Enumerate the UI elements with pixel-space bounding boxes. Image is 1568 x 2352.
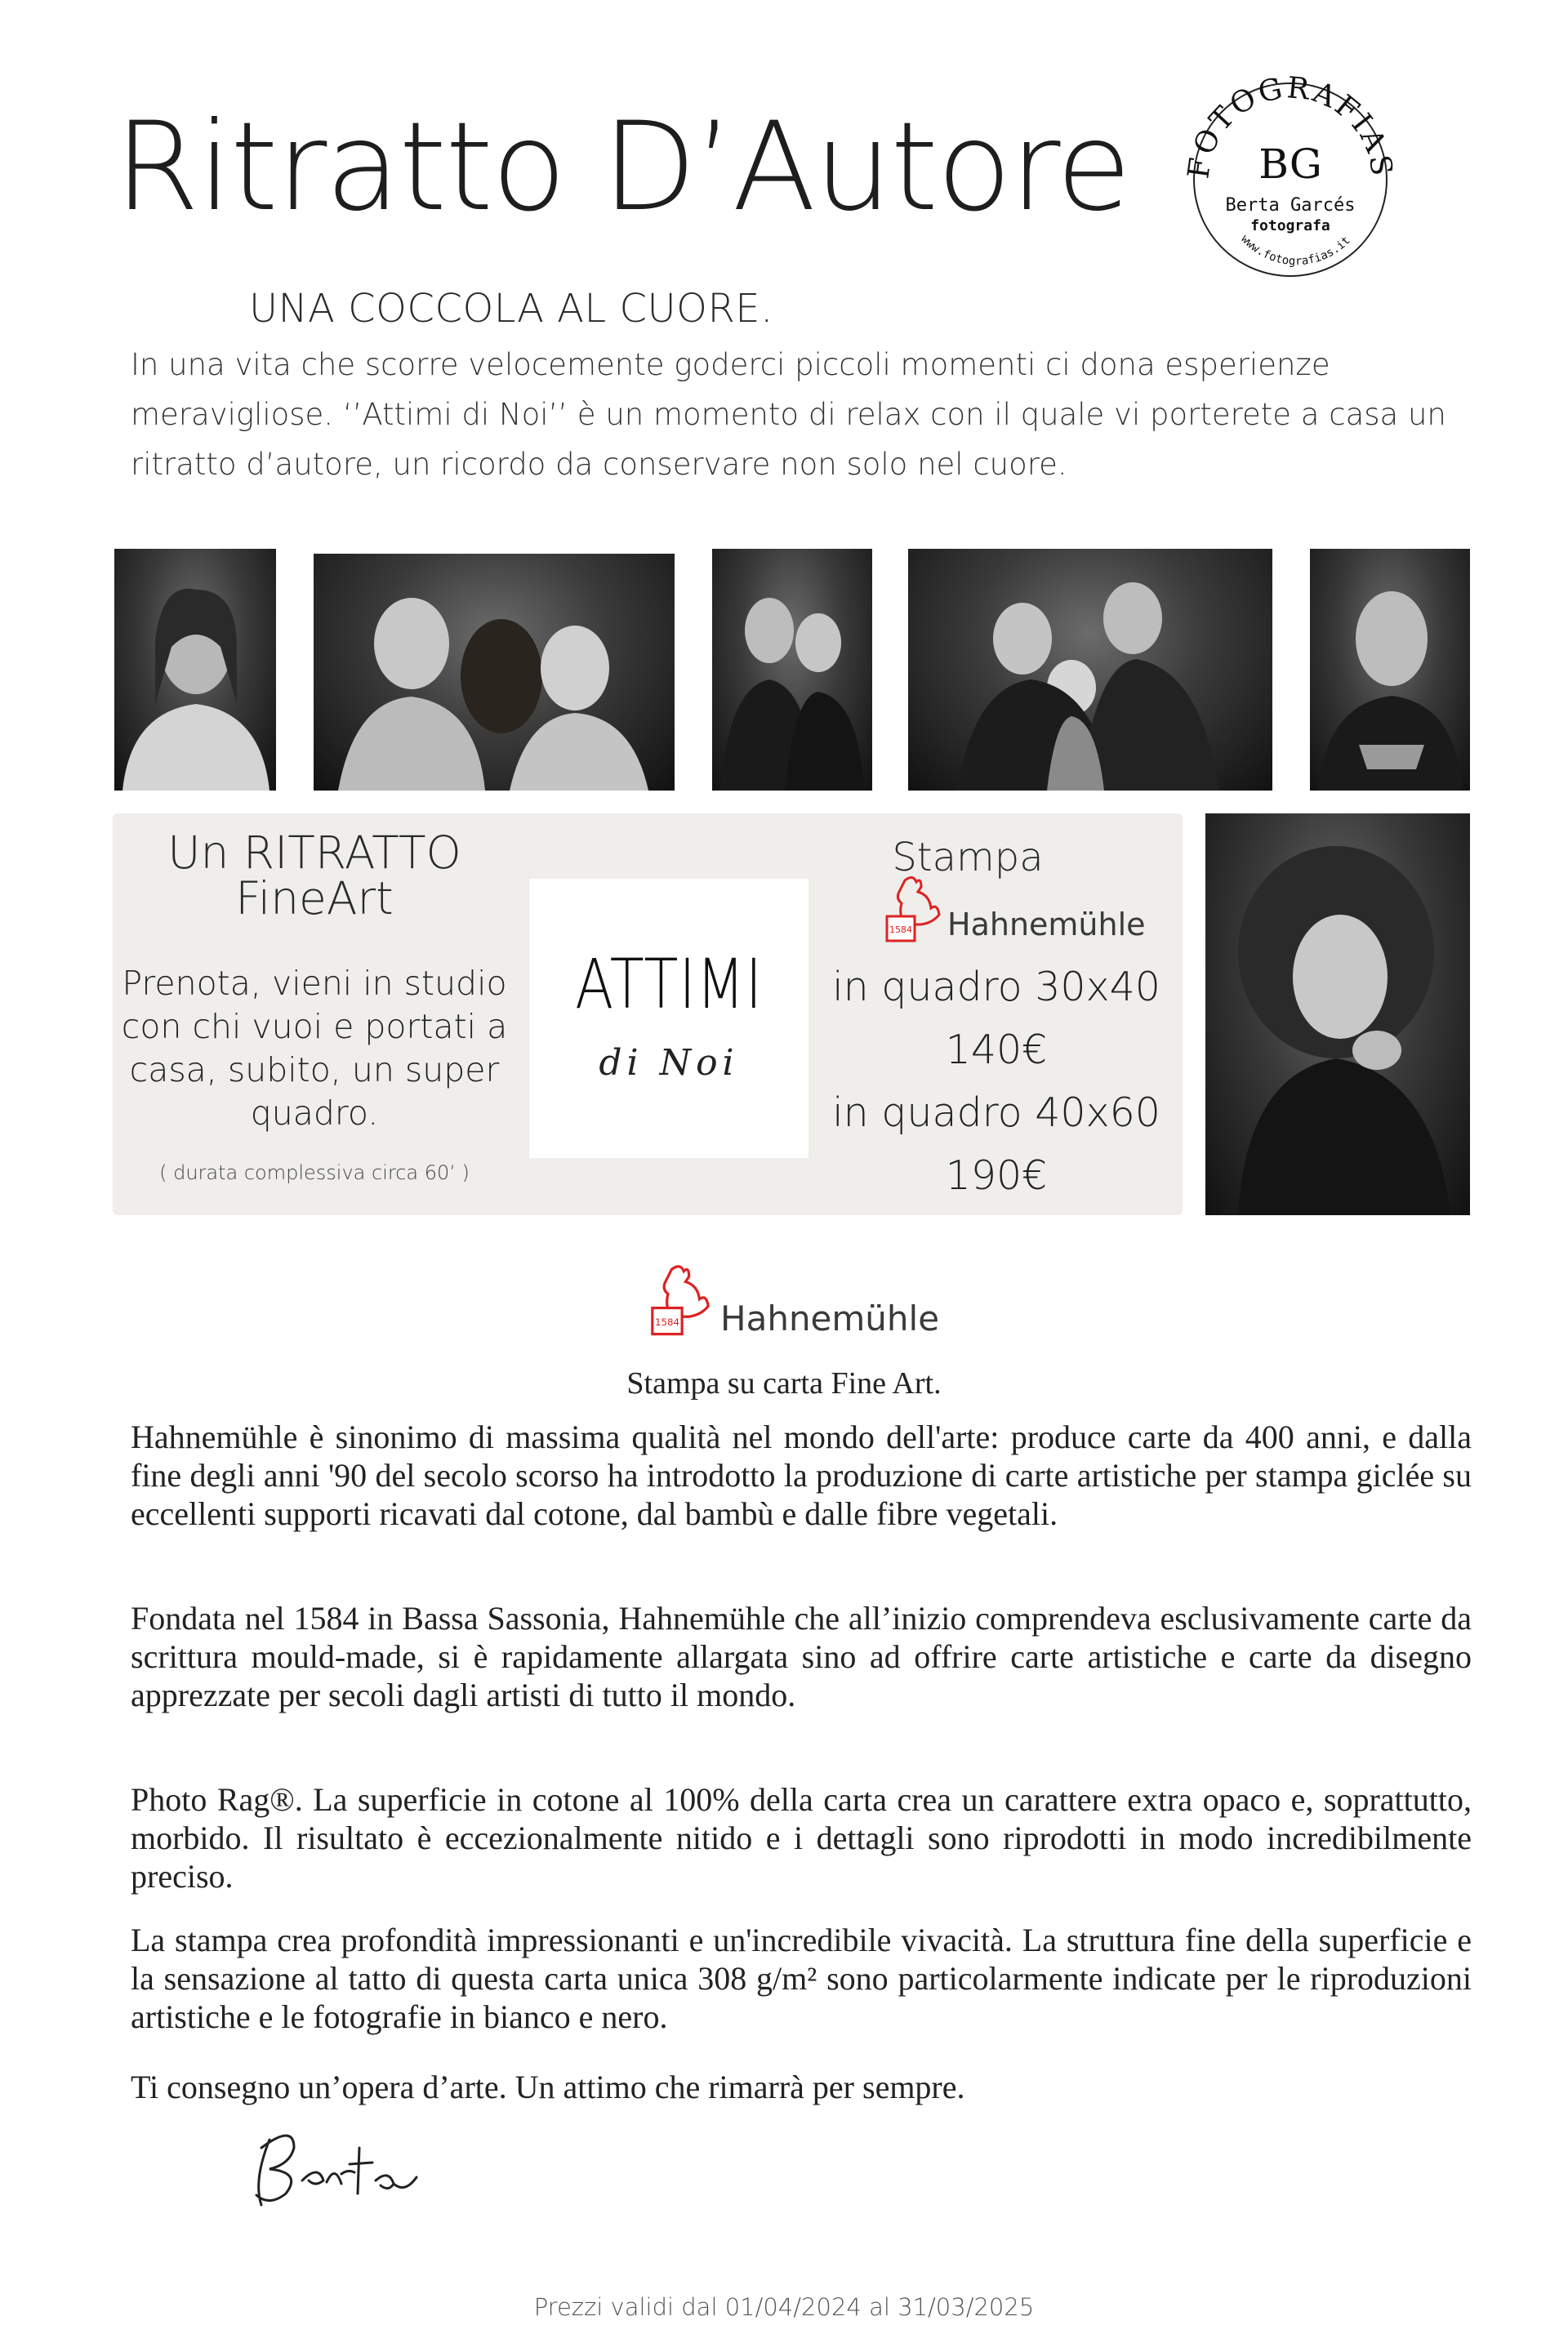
- brand-year: 1584: [655, 1316, 679, 1328]
- offer-heading: [122, 826, 506, 924]
- price-validity-note: Prezzi validi dal 01/04/2024 al 31/03/2025: [533, 2293, 1035, 2321]
- page-title: Ritratto D’Autore: [114, 96, 1130, 238]
- offer-heading-line1: Un RITRATTO: [167, 826, 461, 879]
- price-40x60: 190€: [945, 1152, 1048, 1199]
- option-30x40: in quadro 30x40: [832, 964, 1160, 1010]
- price-30x40: 140€: [945, 1027, 1048, 1073]
- girl-curly-hair-photo: [1205, 813, 1470, 1215]
- print-label: Stampa: [892, 835, 1044, 880]
- badge-main-text: ATTIMI: [575, 944, 763, 1024]
- brand-name: Hahnemühle: [947, 906, 1146, 942]
- man-portrait-photo: [1310, 549, 1470, 791]
- paragraph-photo-rag: Photo Rag®. La superficie in cotone al 100% della carta crea un carattere extra opaco e, soprattutto, morbido. Il risultato è eccezionalmente nitido e i dettagli sono riprodotti in modo incredibilmente preciso.: [131, 1781, 1472, 1895]
- intro-subtitle: UNA COCCOLA AL CUORE.: [249, 286, 773, 332]
- intro-paragraph: In una vita che scorre velocemente goderci piccoli momenti ci dona esperienze meravigliose. ‘’Attimi di Noi’’ è un momento di relax con il quale vi porterete a casa un ritratto d’autore, un ricordo da conservare non solo nel cuore.: [131, 347, 1446, 482]
- price-list: [808, 956, 1184, 1207]
- fine-art-caption: Stampa su carta Fine Art.: [626, 1366, 942, 1401]
- logo-arc-text: FOTOGRAFIAS: [1182, 71, 1399, 181]
- brand-year: 1584: [889, 924, 912, 935]
- closing-line: Ti consegno un’opera d’arte. Un attimo che rimarrà per sempre.: [131, 2069, 965, 2105]
- badge-sub-text: di Noi: [599, 1042, 739, 1084]
- couple-portrait-photo: [712, 549, 872, 791]
- family-portrait-photo: [908, 549, 1272, 791]
- paragraph-quality: Hahnemühle è sinonimo di massima qualità nel mondo dell'arte: produce carte da 400 anni, e dalla fine degli anni '90 del secolo scorso ha introdotto la produzione di carte artistiche per stampa giclée su eccellenti supporti ricavati dal cotone, dal bambù e dalle fibre vegetali.: [131, 1419, 1472, 1532]
- portrait-woman-photo: [114, 549, 276, 791]
- duration-note: ( durata complessiva circa 60’ ): [159, 1161, 470, 1184]
- attimi-di-noi-badge: [529, 879, 808, 1158]
- couple-with-dog-photo: [314, 554, 675, 791]
- rooster-icon: [880, 874, 946, 946]
- paragraph-history: Fondata nel 1584 in Bassa Sassonia, Hahnemühle che all’inizio comprendeva esclusivamente carte da scrittura mould-made, si è rapidamente allargata sino ad offrire carte artistiche e carte da disegno apprezzate per secoli dagli artisti di tutto il mondo.: [131, 1600, 1472, 1713]
- logo-monogram: BG: [1258, 140, 1322, 188]
- offer-heading-line2: FineArt: [235, 872, 394, 924]
- logo-name: Berta Garcés: [1225, 195, 1356, 216]
- logo-role: fotografa: [1250, 217, 1330, 234]
- signature: [245, 2115, 433, 2213]
- fotografias-logo: [1176, 65, 1405, 294]
- brand-name: Hahnemühle: [720, 1298, 940, 1339]
- svg-text:www.fotografias.it: [1238, 233, 1352, 269]
- rooster-icon: [645, 1263, 715, 1339]
- paragraph-print-depth: La stampa crea profondità impressionanti e un'incredibile vivacità. La struttura fine della superficie e la sensazione al tatto di questa carta unica 308 g/m² sono particolarmente indicate per le riproduzioni artistiche e le fotografie in bianco e nero.: [131, 1922, 1472, 2035]
- offer-description: Prenota, vieni in studio con chi vuoi e portati a casa, subito, un super quadro.: [121, 964, 508, 1133]
- logo-url: www.fotografias.it: [1238, 232, 1353, 269]
- option-40x60: in quadro 40x60: [832, 1089, 1160, 1136]
